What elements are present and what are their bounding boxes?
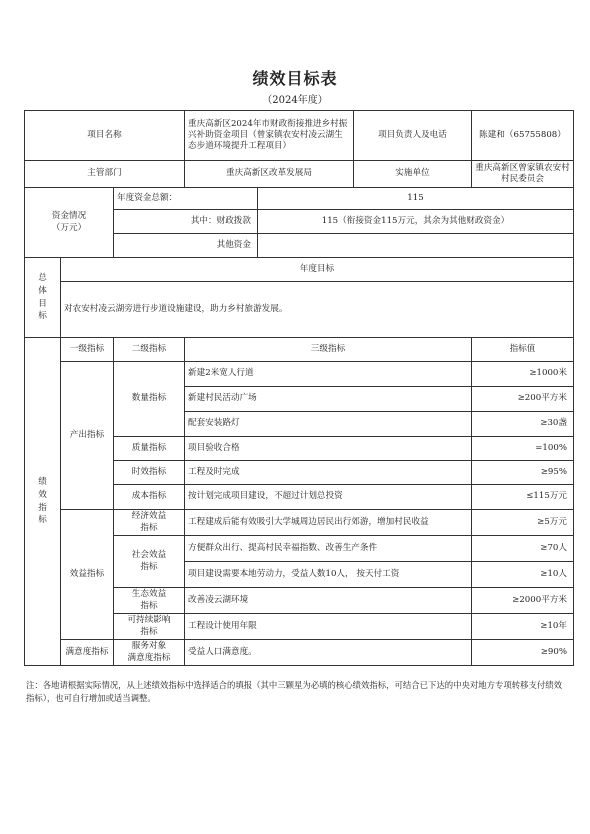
year-subtitle: （2024年度）	[262, 95, 328, 106]
indicator-value: ≥200平方米	[472, 387, 574, 412]
indicator-value: ≥2000平方米	[472, 588, 574, 614]
indicator-text: 工程及时完成	[185, 461, 472, 485]
project-owner-label: 项目负责人及电话	[354, 111, 472, 161]
indicator-value: ≥90%	[472, 640, 574, 666]
quality-indicator-label: 质量指标	[114, 437, 185, 461]
col-value-header: 指标值	[472, 338, 574, 362]
fiscal-funds-value: 115（衔接资金115万元，其余为其他财政资金）	[258, 210, 574, 234]
indicator-text: 项目验收合格	[185, 437, 472, 461]
annual-funds-label: 年度资金总额：	[114, 188, 258, 210]
indicator-text: 按计划完成项目建设，不超过计划总投资	[185, 485, 472, 510]
indicator-text: 新建村民活动广场	[185, 387, 472, 412]
funds-label: 资金情况 （万元）	[25, 188, 114, 258]
performance-table	[24, 110, 574, 666]
indicators-label: 绩 效 指 标	[25, 338, 61, 666]
col-level2-header: 二级指标	[114, 338, 185, 362]
indicator-text: 方便群众出行、提高村民幸福指数、改善生产条件	[185, 536, 472, 562]
annual-goal-text: 对农安村凌云湖旁进行步道设施建设，助力乡村旅游发展。	[61, 282, 574, 338]
indicator-text: 改善凌云湖环境	[185, 588, 472, 614]
indicator-text: 配套安装路灯	[185, 412, 472, 437]
impl-label: 实施单位	[354, 161, 472, 188]
page-title: 绩效目标表	[252, 69, 338, 88]
social-benefit-label: 社会效益 指标	[114, 536, 185, 588]
project-name-label: 项目名称	[25, 111, 185, 161]
other-funds-value	[258, 234, 574, 258]
output-indicator-label: 产出指标	[61, 362, 114, 510]
indicator-value: ≥70人	[472, 536, 574, 562]
indicator-text: 受益人口满意度。	[185, 640, 472, 666]
indicator-value: ≥10人	[472, 562, 574, 588]
ecological-benefit-label: 生态效益 指标	[114, 588, 185, 614]
dept-value: 重庆高新区改革发展局	[185, 161, 354, 188]
annual-funds-value: 115	[258, 188, 574, 210]
indicator-value: ≥1000米	[472, 362, 574, 387]
col-level3-header: 三级指标	[185, 338, 472, 362]
project-name: 重庆高新区2024年市财政衔接推进乡村振兴补助资金项目（曾家镇农安村凌云湖生态步道环境提升工程项目）	[185, 111, 354, 161]
quantity-indicator-label: 数量指标	[114, 362, 185, 437]
impl-value: 重庆高新区曾家镇农安村村民委员会	[472, 161, 574, 188]
fiscal-funds-label: 其中：财政拨款	[114, 210, 258, 234]
benefit-indicator-label: 效益指标	[61, 510, 114, 640]
cost-indicator-label: 成本指标	[114, 485, 185, 510]
indicator-text: 新建2米宽人行道	[185, 362, 472, 387]
indicator-text: 工程建成后能有效吸引大学城周边居民出行郊游，增加村民收益	[185, 510, 472, 536]
indicator-text: 项目建设需要本地劳动力，受益人数10人， 按天付工资	[185, 562, 472, 588]
project-owner: 陈建和（65755808）	[472, 111, 574, 161]
indicator-value: ≥95%	[472, 461, 574, 485]
sustainable-impact-label: 可持续影响 指标	[114, 614, 185, 640]
dept-label: 主管部门	[25, 161, 185, 188]
service-satisfaction-label: 服务对象 满意度指标	[114, 640, 185, 666]
timeliness-indicator-label: 时效指标	[114, 461, 185, 485]
other-funds-label: 其他资金	[114, 234, 258, 258]
indicator-text: 工程设计使用年限	[185, 614, 472, 640]
indicator-value: ≤115万元	[472, 485, 574, 510]
overall-goal-label: 总 体 目 标	[25, 258, 61, 338]
indicator-value: ≥5万元	[472, 510, 574, 536]
footnote: 注：各地请根据实际情况，从上述绩效指标中选择适合的填报（其中三颗星为必填的核心绩效指标，可结合已下达的中央对地方专项转移支付绩效指标），也可自行增加或适当调整。	[26, 680, 562, 704]
indicator-value: ≥30盏	[472, 412, 574, 437]
economic-benefit-label: 经济效益 指标	[114, 510, 185, 536]
col-level1-header: 一级指标	[61, 338, 114, 362]
indicator-value: ≥10年	[472, 614, 574, 640]
indicator-value: =100%	[472, 437, 574, 461]
satisfaction-indicator-label: 满意度指标	[61, 640, 114, 666]
annual-goal-header: 年度目标	[61, 258, 574, 282]
